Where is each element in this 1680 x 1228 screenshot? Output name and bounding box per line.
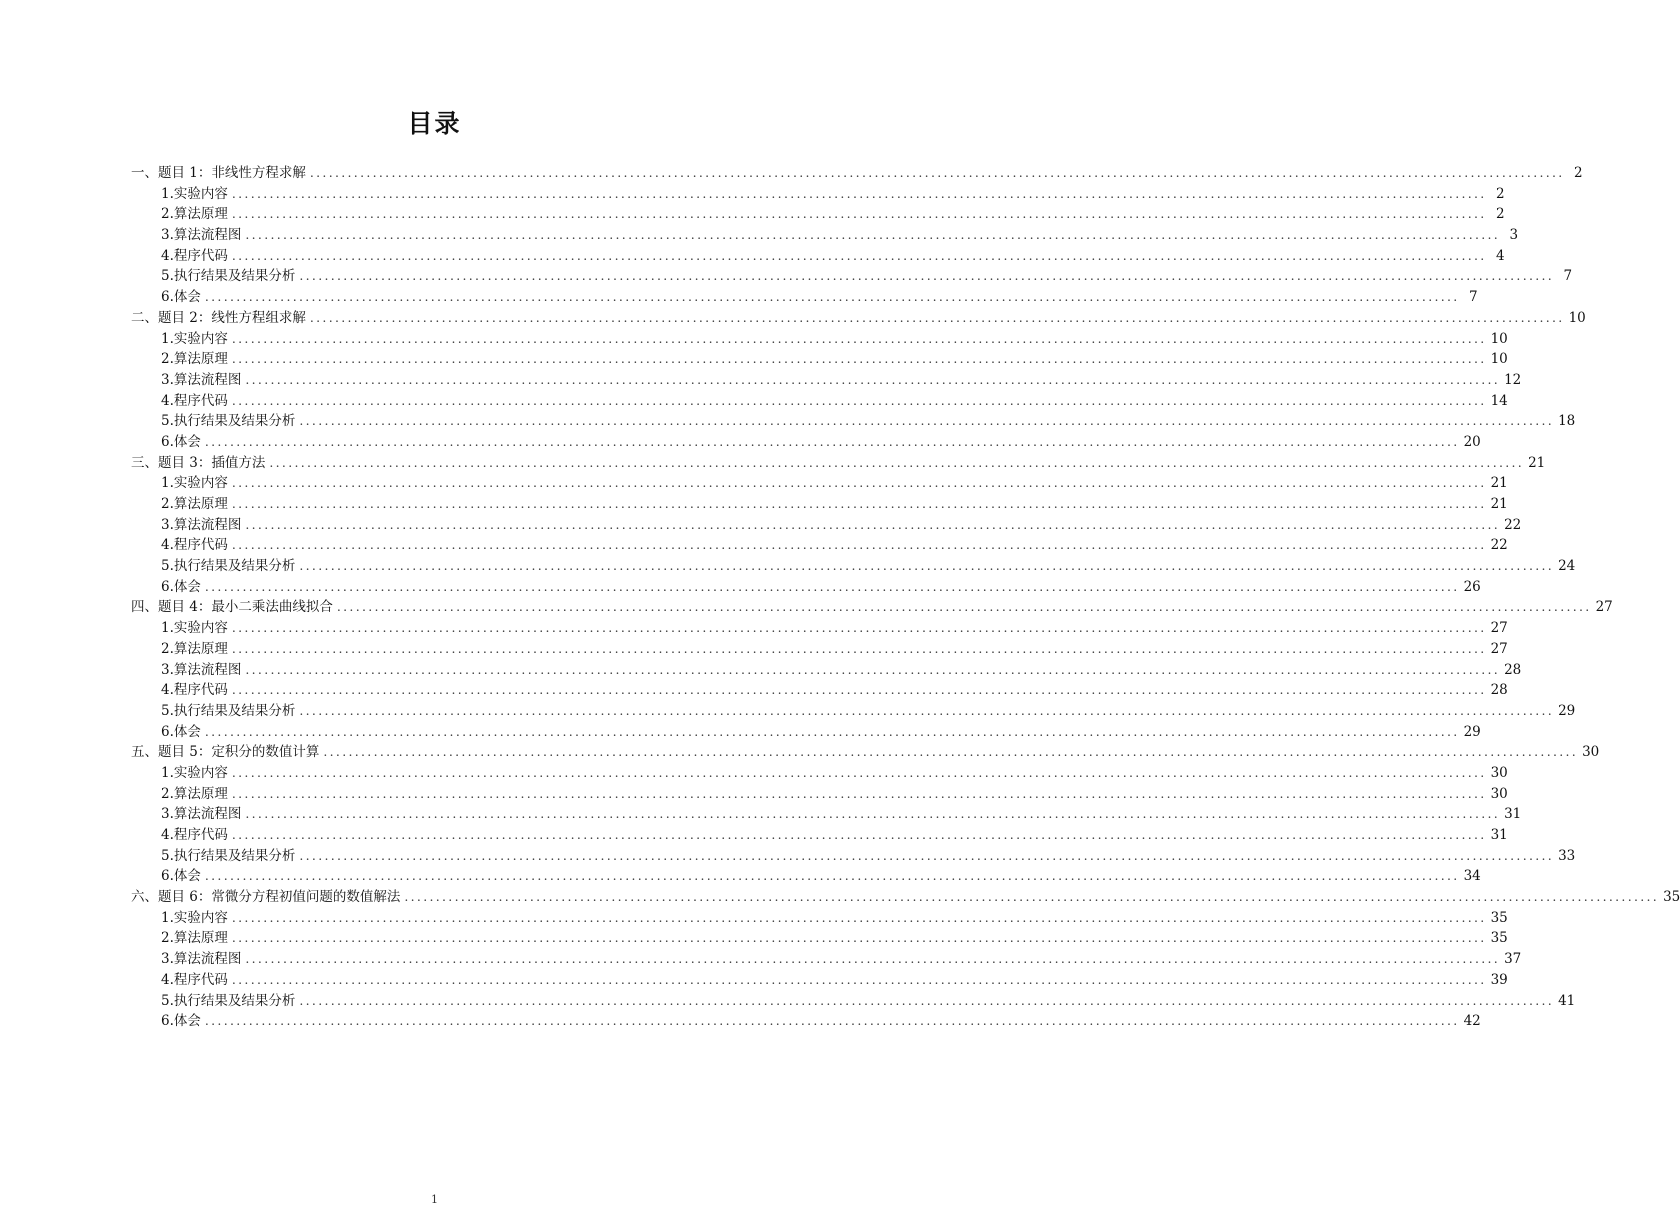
toc-dot-leader: ........................................................................................................................................................................................................ [231,475,1487,491]
toc-dot-leader: ........................................................................................................................................................................................................ [299,702,1555,718]
toc-subsection-entry[interactable] [131,494,1508,515]
toc-subsection-entry[interactable] [131,266,1573,287]
toc-dot-leader: ........................................................................................................................................................................................................ [231,537,1487,553]
toc-subsection-entry[interactable] [131,370,1522,391]
toc-dot-leader: ........................................................................................................................................................................................................ [309,165,1565,180]
toc-entry-page-number: 28 [1504,661,1522,678]
toc-dot-leader: ........................................................................................................................................................................................................ [231,785,1487,801]
toc-dot-leader: ........................................................................................................................................................................................................ [204,723,1460,739]
toc-entry-label: 3.算法流程图 [161,806,242,823]
toc-entry-page-number: 12 [1504,371,1522,388]
toc-subsection-entry[interactable] [131,660,1522,681]
toc-entry-page-number: 34 [1463,868,1481,885]
toc-section-entry[interactable] [131,308,1586,329]
toc-entry-label: 2.算法原理 [161,496,228,512]
toc-entry-label: 5.执行结果及结果分析 [161,992,296,1009]
toc-entry-page-number: 31 [1490,827,1508,843]
toc-entry-label: 3.算法流程图 [161,227,242,244]
toc-dot-leader: ........................................................................................................................................................................................................ [231,206,1487,222]
toc-entry-label: 6.体会 [161,433,201,450]
toc-dot-leader: ........................................................................................................................................................................................................ [299,992,1555,1008]
toc-entry-page-number: 20 [1463,433,1481,450]
toc-subsection-entry[interactable] [131,287,1478,308]
toc-dot-leader: ........................................................................................................................................................................................................ [231,351,1487,367]
toc-entry-label: 六、题目 6：常微分方程初值问题的数值解法 [131,889,401,906]
toc-entry-label: 3.算法流程图 [161,516,242,533]
toc-section-entry[interactable] [131,163,1583,184]
toc-dot-leader: ........................................................................................................................................................................................................ [323,744,1579,760]
toc-subsection-entry[interactable] [131,515,1522,536]
toc-entry-label: 2.算法原理 [161,640,228,657]
toc-dot-leader: ........................................................................................................................................................................................................ [245,951,1501,967]
toc-entry-page-number: 29 [1558,702,1576,719]
toc-subsection-entry[interactable] [131,391,1508,412]
toc-dot-leader: ........................................................................................................................................................................................................ [204,433,1460,449]
toc-subsection-entry[interactable] [131,908,1508,929]
toc-entry-label: 5.执行结果及结果分析 [161,268,296,285]
toc-entry-page-number: 4 [1495,247,1505,264]
toc-dot-leader: ........................................................................................................................................................................................................ [245,661,1501,677]
toc-dot-leader: ........................................................................................................................................................................................................ [231,640,1487,656]
toc-subsection-entry[interactable] [131,639,1508,660]
page-title: 目录 [407,109,462,138]
toc-dot-leader: ........................................................................................................................................................................................................ [299,558,1555,574]
toc-dot-leader: ........................................................................................................................................................................................................ [231,909,1487,925]
toc-dot-leader: ........................................................................................................................................................................................................ [245,806,1501,822]
toc-entry-page-number: 10 [1568,309,1586,326]
toc-entry-page-number: 42 [1463,1013,1481,1030]
toc-entry-page-number: 21 [1490,496,1508,512]
toc-entry-label: 1.实验内容 [161,475,228,492]
toc-entry-page-number: 28 [1490,682,1508,699]
page-number: 1 [431,1193,438,1206]
toc-entry-page-number: 27 [1490,620,1508,637]
toc-dot-leader: ........................................................................................................................................................................................................ [204,1013,1460,1029]
toc-dot-leader: ........................................................................................................................................................................................................ [245,371,1501,387]
toc-dot-leader: ........................................................................................................................................................................................................ [299,413,1555,429]
toc-entry-page-number: 2 [1495,206,1505,223]
toc-entry-page-number: 14 [1490,392,1508,409]
toc-subsection-entry[interactable] [131,411,1576,432]
toc-subsection-entry[interactable] [131,804,1522,825]
toc-dot-leader: ........................................................................................................................................................................................................ [231,496,1487,511]
toc-entry-label: 2.算法原理 [161,351,228,368]
toc-entry-page-number: 3 [1509,227,1519,244]
toc-entry-page-number: 41 [1558,992,1576,1009]
toc-entry-label: 1.实验内容 [161,764,228,781]
toc-entry-label: 2.算法原理 [161,206,228,223]
toc-entry-page-number: 35 [1490,930,1508,947]
toc-entry-label: 3.算法流程图 [161,661,242,678]
toc-subsection-entry[interactable] [131,1011,1481,1032]
toc-entry-label: 三、题目 3：插值方法 [131,454,266,471]
toc-entry-label: 6.体会 [161,1013,201,1030]
toc-entry-label: 4.程序代码 [161,971,228,988]
toc-subsection-entry[interactable] [131,246,1505,267]
toc-entry-page-number: 29 [1463,723,1481,740]
toc-dot-leader: ........................................................................................................................................................................................................ [299,847,1555,863]
toc-subsection-entry[interactable] [131,618,1508,639]
toc-entry-page-number: 10 [1490,351,1508,368]
toc-entry-page-number: 7 [1563,268,1573,285]
toc-entry-label: 五、题目 5：定积分的数值计算 [131,744,320,761]
toc-dot-leader: ........................................................................................................................................................................................................ [204,868,1460,884]
toc-entry-page-number: 30 [1582,744,1600,761]
toc-subsection-entry[interactable] [131,556,1576,577]
toc-section-entry[interactable] [131,597,1613,618]
toc-subsection-entry[interactable] [131,349,1508,370]
toc-dot-leader: ........................................................................................................................................................................................................ [299,268,1555,284]
toc-subsection-entry[interactable] [131,970,1508,991]
toc-subsection-entry[interactable] [131,473,1508,494]
toc-entry-label: 4.程序代码 [161,682,228,699]
toc-entry-label: 5.执行结果及结果分析 [161,847,296,864]
toc-section-entry[interactable] [131,453,1546,474]
toc-entry-label: 6.体会 [161,723,201,740]
toc-entry-label: 1.实验内容 [161,185,228,202]
toc-subsection-entry[interactable] [131,763,1508,784]
toc-entry-page-number: 18 [1558,413,1576,430]
toc-entry-page-number: 37 [1504,951,1522,968]
toc-entry-page-number: 31 [1504,806,1522,823]
toc-subsection-entry[interactable] [131,184,1505,205]
toc-entry-label: 5.执行结果及结果分析 [161,702,296,719]
toc-entry-page-number: 39 [1490,971,1508,988]
toc-entry-page-number: 24 [1558,558,1576,575]
toc-entry-label: 二、题目 2：线性方程组求解 [131,309,306,326]
toc-entry-page-number: 21 [1490,475,1508,492]
toc-subsection-entry[interactable] [131,722,1481,743]
toc-subsection-entry[interactable] [131,784,1508,805]
toc-entry-label: 4.程序代码 [161,827,228,843]
toc-dot-leader: ........................................................................................................................................................................................................ [231,392,1487,408]
toc-dot-leader: ........................................................................................................................................................................................................ [309,309,1565,325]
toc-entry-label: 1.实验内容 [161,620,228,637]
toc-dot-leader: ........................................................................................................................................................................................................ [231,971,1487,987]
toc-subsection-entry[interactable] [131,204,1505,225]
toc-entry-page-number: 22 [1490,537,1508,554]
toc-dot-leader: ........................................................................................................................................................................................................ [204,578,1460,594]
toc-subsection-entry[interactable] [131,949,1522,970]
toc-entry-label: 2.算法原理 [161,785,228,802]
toc-entry-label: 一、题目 1：非线性方程求解 [131,165,306,181]
toc-subsection-entry[interactable] [131,535,1508,556]
toc-entry-page-number: 27 [1490,640,1508,657]
toc-entry-label: 6.体会 [161,289,201,306]
table-of-contents [131,163,1680,1032]
toc-dot-leader: ........................................................................................................................................................................................................ [269,454,1525,470]
toc-entry-label: 3.算法流程图 [161,371,242,388]
toc-entry-label: 6.体会 [161,868,201,885]
toc-subsection-entry[interactable] [131,991,1576,1012]
toc-entry-page-number: 2 [1573,165,1583,181]
toc-entry-page-number: 35 [1663,889,1680,906]
toc-entry-page-number: 7 [1468,289,1478,306]
toc-dot-leader: ........................................................................................................................................................................................................ [231,247,1487,263]
toc-entry-page-number: 10 [1490,330,1508,347]
toc-entry-page-number: 27 [1595,599,1613,616]
toc-entry-page-number: 30 [1490,785,1508,802]
toc-subsection-entry[interactable] [131,825,1508,846]
toc-entry-label: 3.算法流程图 [161,951,242,968]
toc-dot-leader: ........................................................................................................................................................................................................ [231,620,1487,636]
toc-entry-label: 四、题目 4：最小二乘法曲线拟合 [131,599,333,616]
toc-entry-page-number: 21 [1528,454,1546,471]
toc-entry-page-number: 30 [1490,764,1508,781]
toc-subsection-entry[interactable] [131,329,1508,350]
toc-entry-label: 4.程序代码 [161,392,228,409]
toc-entry-label: 1.实验内容 [161,330,228,347]
toc-entry-page-number: 33 [1558,847,1576,864]
toc-entry-label: 4.程序代码 [161,247,228,264]
toc-entry-label: 1.实验内容 [161,909,228,926]
toc-subsection-entry[interactable] [131,577,1481,598]
toc-dot-leader: ........................................................................................................................................................................................................ [231,185,1487,201]
toc-entry-label: 4.程序代码 [161,537,228,554]
toc-subsection-entry[interactable] [131,225,1519,246]
toc-dot-leader: ........................................................................................................................................................................................................ [231,827,1487,842]
toc-dot-leader: ........................................................................................................................................................................................................ [404,889,1660,905]
toc-section-entry[interactable] [131,742,1600,763]
toc-entry-label: 5.执行结果及结果分析 [161,558,296,575]
toc-entry-page-number: 2 [1495,185,1505,202]
toc-entry-label: 6.体会 [161,578,201,595]
toc-subsection-entry[interactable] [131,928,1508,949]
toc-subsection-entry[interactable] [131,432,1481,453]
toc-subsection-entry[interactable] [131,701,1576,722]
toc-dot-leader: ........................................................................................................................................................................................................ [336,599,1592,615]
toc-subsection-entry[interactable] [131,846,1576,867]
toc-entry-label: 2.算法原理 [161,930,228,947]
toc-entry-page-number: 26 [1463,578,1481,595]
toc-dot-leader: ........................................................................................................................................................................................................ [245,516,1501,532]
toc-dot-leader: ........................................................................................................................................................................................................ [245,227,1501,243]
toc-dot-leader: ........................................................................................................................................................................................................ [231,682,1487,698]
toc-section-entry[interactable] [131,887,1680,908]
toc-subsection-entry[interactable] [131,680,1508,701]
toc-entry-label: 5.执行结果及结果分析 [161,413,296,430]
toc-dot-leader: ........................................................................................................................................................................................................ [231,330,1487,346]
toc-subsection-entry[interactable] [131,866,1481,887]
toc-dot-leader: ........................................................................................................................................................................................................ [231,764,1487,780]
toc-dot-leader: ........................................................................................................................................................................................................ [231,930,1487,946]
toc-entry-page-number: 35 [1490,909,1508,926]
toc-entry-page-number: 22 [1504,516,1522,533]
toc-dot-leader: ........................................................................................................................................................................................................ [204,289,1460,305]
